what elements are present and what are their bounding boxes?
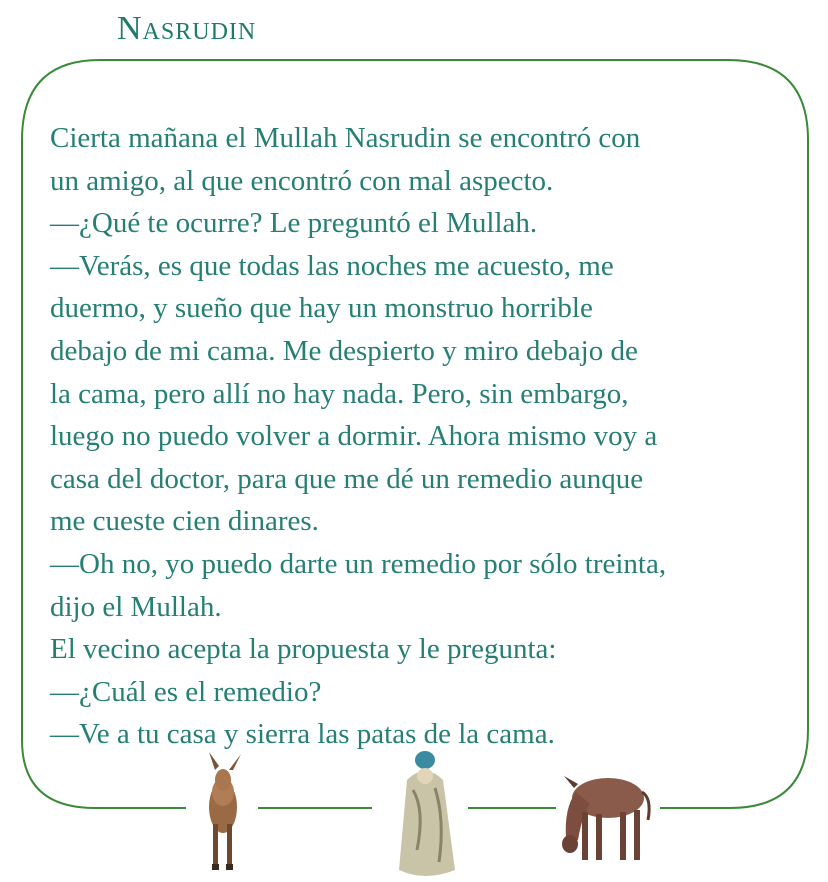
story-line: debajo de mi cama. Me despierto y miro debajo de [50,334,638,367]
story-line: —Verás, es que todas las noches me acuesto, me [50,249,614,282]
story-line: dijo el Mullah. [50,590,222,623]
story-text [50,117,810,756]
donkey-standing-illustration [209,752,241,870]
story-line: El vecino acepta la propuesta y le pregunta: [50,633,557,666]
story-line: me cueste cien dinares. [50,505,319,538]
story-line: la cama, pero allí no hay nada. Pero, sin embargo, [50,377,629,410]
page-title: Nasrudin [117,10,257,47]
story-line: —¿Cuál es el remedio? [50,675,322,708]
mullah-figure-illustration [399,751,455,876]
story-line: casa del doctor, para que me dé un remedio aunque [50,462,644,495]
story-line: luego no puedo volver a dormir. Ahora mismo voy a [50,420,658,453]
story-line: un amigo, al que encontró con mal aspecto. [50,164,554,197]
story-line: —¿Qué te ocurre? Le preguntó el Mullah. [50,207,538,240]
donkey-grazing-illustration [562,776,649,860]
story-line: Cierta mañana el Mullah Nasrudin se encontró con [50,122,641,154]
story-line: —Ve a tu casa y sierra las patas de la cama. [50,718,555,751]
story-line: —Oh no, yo puedo darte un remedio por sólo treinta, [50,547,667,580]
story-line: duermo, y sueño que hay un monstruo horrible [50,292,593,325]
